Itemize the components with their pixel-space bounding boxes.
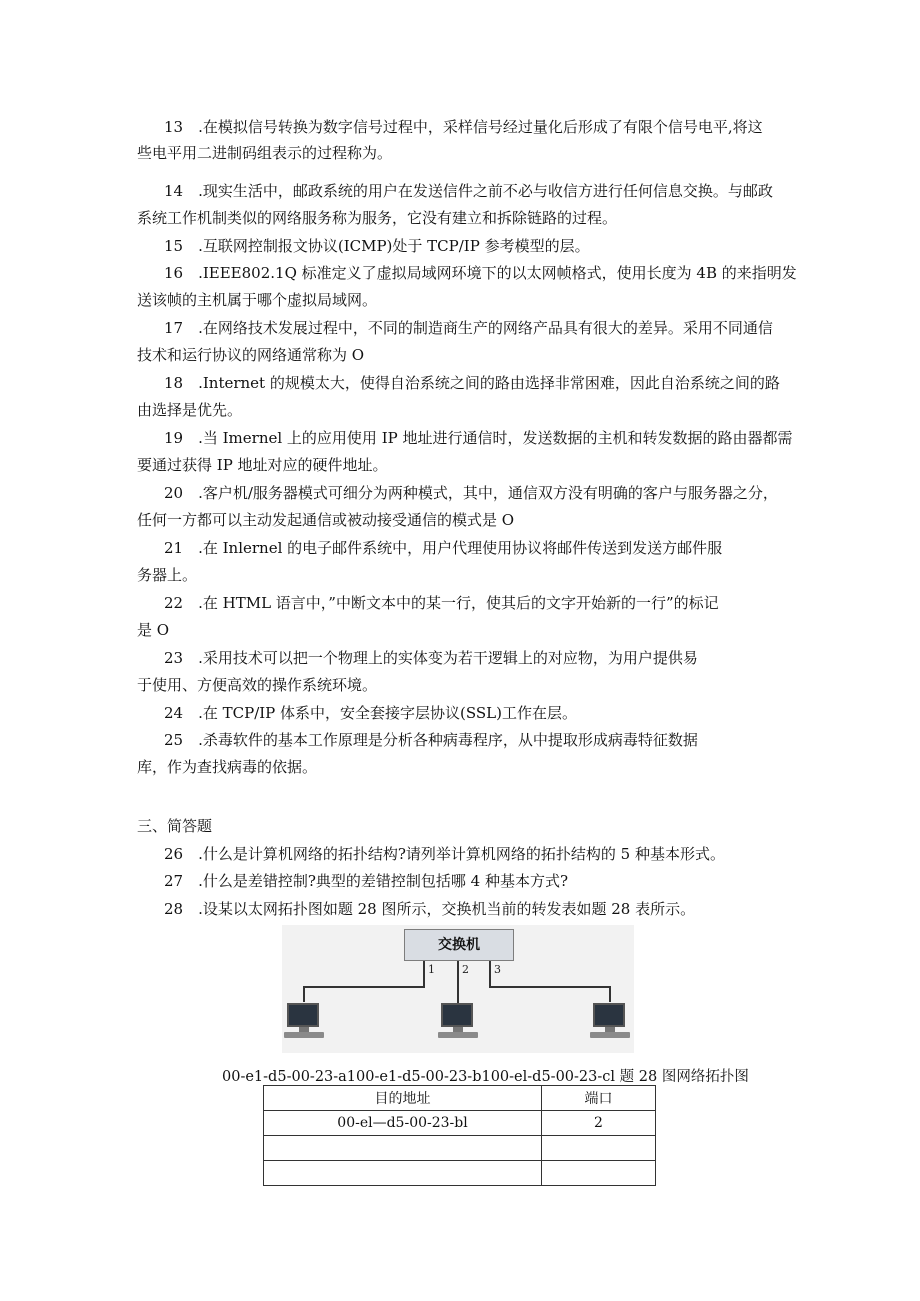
header-port: 端口: [542, 1086, 656, 1111]
switch-box: 交换机: [404, 929, 514, 961]
question-22-line2: 是 O: [137, 621, 170, 639]
question-22-line1: 22 .在 HTML 语言中，”中断文本中的某一行，使其后的文字开始新的一行”的标记: [164, 594, 719, 612]
port-label-2: 2: [462, 963, 469, 976]
cell-destination: 00-el—d5-00-23-bl: [264, 1111, 542, 1136]
question-19-line1: 19 .当 Imernel 上的应用使用 IP 地址进行通信时，发送数据的主机和转发数据的路由器都需: [164, 429, 793, 447]
computer-icon: [593, 1003, 627, 1038]
question-25-line1: 25 .杀毒软件的基本工作原理是分析各种病毒程序，从中提取形成病毒特征数据: [164, 731, 698, 749]
question-17-line2: 技术和运行协议的网络通常称为 O: [137, 346, 365, 364]
question-28: 28 .设某以太网拓扑图如题 28 图所示，交换机当前的转发表如题 28 表所示。: [164, 900, 696, 918]
question-23-line2: 于使用、方便高效的操作系统环境。: [137, 676, 378, 694]
switch-drop-1: [423, 961, 425, 987]
question-25-line2: 库，作为查找病毒的依据。: [137, 758, 318, 776]
section-title: 三、简答题: [137, 817, 213, 835]
question-18-line1: 18 .Internet 的规模太大，使得自治系统之间的路由选择非常困难，因此自治系统之间的路: [164, 374, 780, 392]
cell-destination: [264, 1136, 542, 1161]
question-23-line1: 23 .采用技术可以把一个物理上的实体变为若干逻辑上的对应物，为用户提供易: [164, 649, 698, 667]
cell-destination: [264, 1161, 542, 1186]
header-destination: 目的地址: [264, 1086, 542, 1111]
computer-icon: [441, 1003, 475, 1038]
table-header-row: [264, 1086, 656, 1111]
question-13-line2: 些电平用二进制码组表示的过程称为。: [137, 144, 393, 162]
wire-pc2-vertical: [457, 961, 459, 1003]
question-14-line2: 系统工作机制类似的网络服务称为服务，它没有建立和拆除链路的过程。: [137, 209, 618, 227]
cell-port: [542, 1161, 656, 1186]
wire-pc1-horizontal: [304, 986, 425, 988]
network-topology-figure: [282, 925, 634, 1053]
cell-port: 2: [542, 1111, 656, 1136]
question-18-line2: 由选择是优先。: [137, 401, 243, 419]
forwarding-table: [263, 1085, 656, 1186]
question-17-line1: 17 .在网络技术发展过程中，不同的制造商生产的网络产品具有很大的差异。采用不同通信: [164, 319, 773, 337]
wire-pc1-vertical: [303, 986, 305, 1002]
question-21-line1: 21 .在 Inlernel 的电子邮件系统中，用户代理使用协议将邮件传送到发送方邮件服: [164, 539, 723, 557]
wire-pc3-horizontal: [489, 986, 611, 988]
table-row: [264, 1111, 656, 1136]
question-24-line1: 24 .在 TCP/IP 体系中，安全套接字层协议(SSL)工作在层。: [164, 704, 577, 722]
computer-icon: [287, 1003, 321, 1038]
question-15-line1: 15 .互联网控制报文协议(ICMP)处于 TCP/IP 参考模型的层。: [164, 237, 590, 255]
question-20-line2: 任何一方都可以主动发起通信或被动接受通信的模式是 O: [137, 511, 515, 529]
port-label-1: 1: [428, 963, 435, 976]
question-13-line1: 13 .在模拟信号转换为数字信号过程中，采样信号经过量化后形成了有限个信号电平,将这: [164, 118, 763, 136]
question-20-line1: 20 .客户机/服务器模式可细分为两种模式，其中，通信双方没有明确的客户与服务器之分，: [164, 484, 778, 502]
table-row: [264, 1161, 656, 1186]
question-14-line1: 14 .现实生活中，邮政系统的用户在发送信件之前不必与收信方进行任何信息交换。与邮政: [164, 182, 773, 200]
table-row: [264, 1136, 656, 1161]
question-19-line2: 要通过获得 IP 地址对应的硬件地址。: [137, 456, 388, 474]
question-21-line2: 务器上。: [137, 566, 198, 584]
question-16-line2: 送该帧的主机属于哪个虚拟局域网。: [137, 291, 378, 309]
switch-drop-3: [489, 961, 491, 987]
question-26: 26 .什么是计算机网络的拓扑结构?请列举计算机网络的拓扑结构的 5 种基本形式。: [164, 845, 725, 863]
port-label-3: 3: [494, 963, 501, 976]
cell-port: [542, 1136, 656, 1161]
question-16-line1: 16 .IEEE802.1Q 标准定义了虚拟局域网环境下的以太网帧格式，使用长度为 4B 的来指明发: [164, 264, 797, 282]
question-27: 27 .什么是差错控制?典型的差错控制包括哪 4 种基本方式?: [164, 872, 569, 890]
figure-caption: 00-e1-d5-00-23-a100-e1-d5-00-23-b100-el-d5-00-23-cl 题 28 图网络拓扑图: [222, 1069, 749, 1085]
wire-pc3-vertical: [609, 986, 611, 1002]
